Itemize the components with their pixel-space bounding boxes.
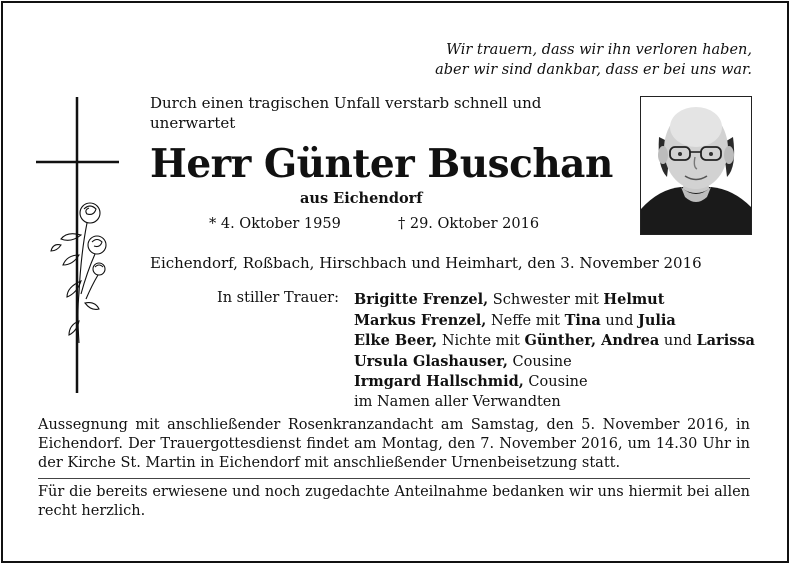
mourner-relation: und xyxy=(659,333,697,349)
cross-with-roses-icon xyxy=(35,95,120,395)
thanks-text: Für die bereits erwiesene und noch zugedachte Anteilnahme bedanken wir uns hiermit bei allen recht herzlich. xyxy=(38,484,750,519)
mourner-name: Markus Frenzel, xyxy=(354,311,487,329)
mourner-name: Brigitte Frenzel, xyxy=(354,291,489,308)
deceased-origin: aus Eichendorf xyxy=(300,190,423,207)
mourner-relation: Cousine xyxy=(523,374,588,390)
mourner-relation: Neffe mit xyxy=(486,312,565,329)
service-information: Aussegnung mit anschließender Rosenkranzandacht am Samstag, den 5. November 2016, in Eichendorf. Der Trauergottesdienst findet am Montag, den 7. November 2016, um 14.30 Uhr in der Kirche St. Martin in Eichendorf mit anschließender Urnenbeisetzung statt. xyxy=(38,417,750,471)
mourner-entry xyxy=(354,352,755,373)
quote-line-2: aber wir sind dankbar, dass er bei uns war. xyxy=(435,62,752,78)
mourner-entry xyxy=(354,372,755,393)
deceased-name: Herr Günter Buschan xyxy=(150,141,613,187)
mourner-entry xyxy=(354,331,755,352)
mourner-name: Günther, Andrea xyxy=(524,332,660,349)
mourner-entry xyxy=(354,311,755,332)
intro-text: Durch einen tragischen Unfall verstarb schnell und unerwartet xyxy=(150,94,542,132)
mourner-entry xyxy=(354,393,755,413)
quote-line-1: Wir trauern, dass wir ihn verloren haben, xyxy=(446,42,752,58)
mourner-relation: im Namen aller Verwandten xyxy=(354,393,561,410)
mourner-name: Julia xyxy=(638,311,676,329)
mourner-name: Irmgard Hallschmid, xyxy=(354,373,524,390)
birth-date: * 4. Oktober 1959 xyxy=(209,216,341,232)
divider xyxy=(38,478,750,479)
mourner-relation: und xyxy=(600,312,638,329)
place-date: Eichendorf, Roßbach, Hirschbach und Heimhart, den 3. November 2016 xyxy=(150,254,702,272)
mourner-entry xyxy=(354,290,755,311)
mourner-name: Ursula Glashauser, xyxy=(354,352,508,370)
mourner-relation: Cousine xyxy=(507,353,572,370)
mourner-name: Helmut xyxy=(603,291,665,308)
mourner-relation: Schwester mit xyxy=(488,292,604,308)
mourning-label: In stiller Trauer: xyxy=(217,290,339,306)
mourner-name: Larissa xyxy=(696,332,755,349)
mourner-relation: Nichte mit xyxy=(437,333,525,349)
mourners-list xyxy=(354,290,755,412)
quote xyxy=(435,40,752,80)
portrait-photo xyxy=(640,96,752,235)
death-date: † 29. Oktober 2016 xyxy=(398,216,540,232)
mourner-name: Elke Beer, xyxy=(354,332,438,349)
mourner-name: Tina xyxy=(564,311,601,329)
